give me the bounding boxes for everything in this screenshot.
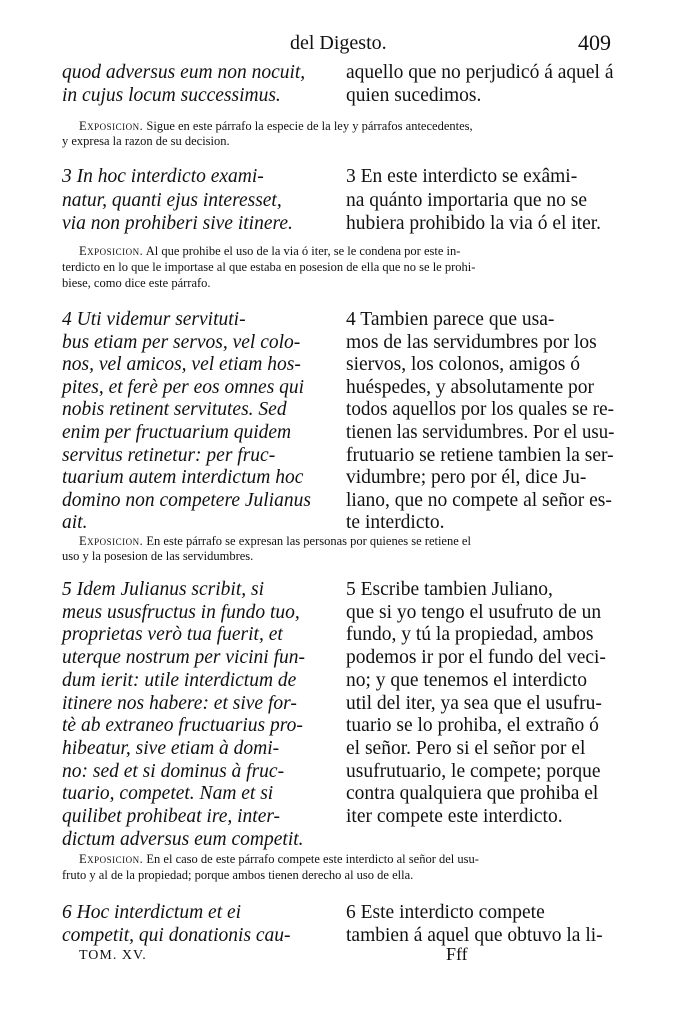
latin-text-line: itinere nos habere: et sive for-: [62, 692, 297, 714]
spanish-text-line: todos aquellos por los quales se re-: [346, 399, 614, 421]
latin-text-line: meus ususfructus in fundo tuo,: [62, 601, 300, 623]
spanish-text-line: quien sucedimos.: [346, 85, 482, 106]
spanish-text-line: util del iter, ya sea que el usufru-: [346, 692, 602, 714]
latin-text-line: tè ab extraneo fructuarius pro-: [62, 715, 303, 737]
spanish-text-line: liano, que no compete al señor es-: [346, 489, 612, 511]
spanish-text-line: no; y que tenemos el interdicto: [346, 669, 587, 691]
exposicion-text: Sigue en este párrafo la especie de la ley y párrafos antecedentes,: [146, 119, 473, 133]
exposicion-line: [62, 869, 413, 882]
spanish-text-line: que si yo tengo el usufruto de un: [346, 601, 602, 623]
latin-text-line: bus etiam per servos, vel colo-: [62, 331, 301, 353]
header-title: del Digesto.: [290, 32, 387, 54]
spanish-text-line: tienen las servidumbres. Por el usu-: [346, 422, 615, 443]
exposicion-line: [79, 120, 473, 133]
spanish-text-line: na quánto importaria que no se: [346, 189, 587, 211]
latin-text-line: natur, quanti ejus interesset,: [62, 189, 282, 211]
exposicion-text: y expresa la razon de su decision.: [62, 134, 230, 148]
exposicion-text: terdicto en lo que le importase al que estaba en posesion de ella que no se le prohi-: [62, 260, 476, 274]
exposicion-line: [62, 261, 475, 274]
spanish-text-line: frutuario se retiene tambien la ser-: [346, 444, 614, 466]
spanish-text-line: iter compete este interdicto.: [346, 806, 563, 827]
latin-text-line: domino non competere Julianus: [62, 489, 311, 511]
exposicion-text: Al que prohibe el uso de la via ó iter, se le condena por este in-: [145, 244, 461, 258]
exposicion-line: [79, 245, 460, 258]
spanish-text-line: contra qualquiera que prohiba el: [346, 783, 599, 805]
exposicion-line: [62, 135, 230, 148]
spanish-text-line: 3 En este interdicto se exâmi-: [346, 166, 578, 187]
latin-text-line: 5 Idem Julianus scribit, si: [62, 579, 265, 600]
exposicion-line: [62, 277, 211, 290]
spanish-text-line: aquello que no perjudicó á aquel á: [346, 62, 614, 83]
latin-text-line: proprietas verò tua fuerit, et: [62, 624, 283, 646]
exposicion-label: Exposicion.: [79, 119, 144, 133]
spanish-text-line: 5 Escribe tambien Juliano,: [346, 579, 553, 600]
volume-label: TOM. XV.: [79, 948, 147, 963]
latin-text-line: no: sed et si dominus à fruc-: [62, 760, 285, 782]
latin-text-line: enim per fructuarium quidem: [62, 422, 292, 443]
latin-text-line: nos, vel amicos, vel etiam hos-: [62, 354, 301, 376]
latin-text-line: tuario, competet. Nam et si: [62, 783, 274, 805]
latin-text-line: 3 In hoc interdicto exami-: [62, 166, 264, 187]
exposicion-line: [62, 550, 253, 563]
latin-text-line: dictum adversus eum competit.: [62, 828, 304, 850]
exposicion-text: fruto y al de la propiedad; porque ambos tienen derecho al uso de ella.: [62, 868, 414, 882]
spanish-text-line: vidumbre; pero por él, dice Ju-: [346, 467, 587, 489]
latin-text-line: in cujus locum successimus.: [62, 85, 281, 106]
exposicion-text: En este párrafo se expresan las personas por quienes se retiene el: [146, 534, 471, 548]
latin-text-line: servitus retinetur: per fruc-: [62, 444, 276, 466]
spanish-text-line: huéspedes, y absolutamente por: [346, 376, 595, 398]
spanish-text-line: mos de las servidumbres por los: [346, 331, 597, 353]
exposicion-line: [79, 853, 479, 866]
spanish-text-line: podemos ir por el fundo del veci-: [346, 647, 606, 669]
exposicion-text: biese, como dice este párrafo.: [62, 276, 211, 290]
latin-text-line: hibeatur, sive etiam à domi-: [62, 737, 280, 759]
spanish-text-line: 4 Tambien parece que usa-: [346, 309, 555, 330]
latin-text-line: via non prohiberi sive itinere.: [62, 213, 293, 234]
spanish-text-line: tuario se lo prohiba, el extraño ó: [346, 715, 599, 737]
latin-text-line: ait.: [62, 512, 88, 534]
exposicion-text: uso y la posesion de las servidumbres.: [62, 549, 254, 563]
spanish-text-line: tambien á aquel que obtuvo la li-: [346, 925, 603, 946]
spanish-text-line: hubiera prohibido la via ó el iter.: [346, 213, 602, 234]
latin-text-line: quod adversus eum non nocuit,: [62, 62, 306, 83]
exposicion-text: En el caso de este párrafo compete este interdicto al señor del usu-: [146, 852, 479, 866]
latin-text-line: nobis retinent servitutes. Sed: [62, 399, 287, 421]
latin-text-line: tuarium autem interdictum hoc: [62, 467, 304, 489]
exposicion-label: Exposicion.: [79, 852, 144, 866]
latin-text-line: pites, et ferè per eos omnes qui: [62, 376, 305, 398]
spanish-text-line: siervos, los colonos, amigos ó: [346, 354, 580, 376]
latin-text-line: dum ierit: utile interdictum de: [62, 669, 297, 691]
page-number: 409: [578, 30, 611, 55]
latin-text-line: 6 Hoc interdictum et ei: [62, 902, 242, 923]
latin-text-line: quilibet prohibeat ire, inter-: [62, 806, 281, 827]
exposicion-line: [79, 535, 471, 548]
exposicion-label: Exposicion.: [79, 534, 144, 548]
latin-text-line: uterque nostrum per vicini fun-: [62, 647, 305, 669]
spanish-text-line: te interdicto.: [346, 512, 445, 534]
signature-mark: Fff: [446, 944, 468, 964]
exposicion-label: Exposicion.: [79, 244, 144, 258]
spanish-text-line: fundo, y tú la propiedad, ambos: [346, 624, 594, 646]
latin-text-line: 4 Uti videmur servituti-: [62, 309, 246, 330]
spanish-text-line: 6 Este interdicto compete: [346, 902, 545, 923]
spanish-text-line: el señor. Pero si el señor por el: [346, 737, 586, 759]
spanish-text-line: usufrutuario, le compete; porque: [346, 760, 601, 782]
latin-text-line: competit, qui donationis cau-: [62, 925, 291, 946]
